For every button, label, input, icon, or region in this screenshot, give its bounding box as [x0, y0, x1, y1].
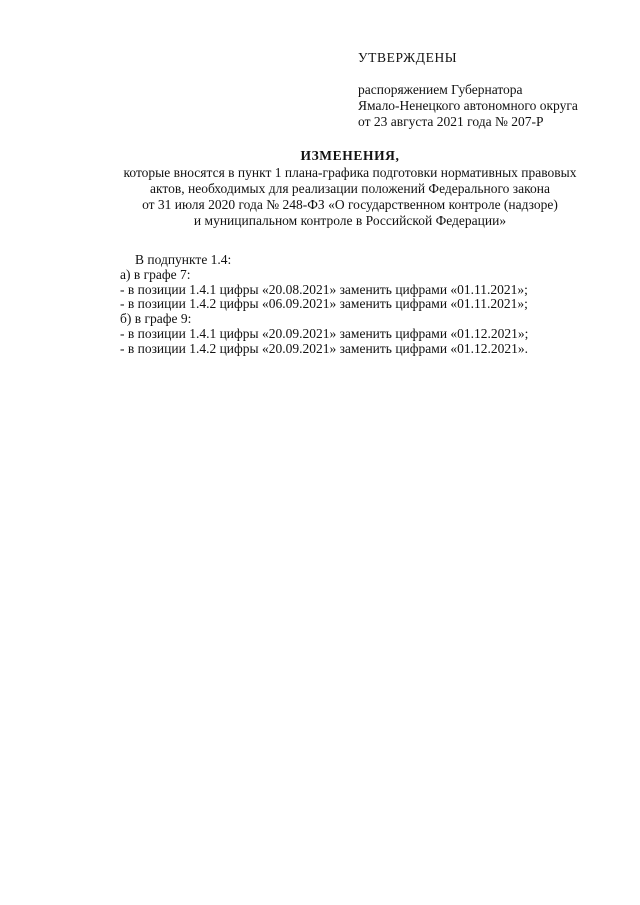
heading-line: которые вносятся в пункт 1 плана-графика подготовки нормативных правовых	[123, 165, 577, 180]
approval-line: от 23 августа 2021 года № 207-Р	[358, 114, 544, 129]
approval-stamp	[358, 50, 628, 130]
approval-title: УТВЕРЖДЕНЫ	[358, 50, 458, 65]
body-item: - в позиции 1.4.2 цифры «20.09.2021» заменить цифрами «01.12.2021».	[120, 340, 529, 356]
approval-line: распоряжением Губернатора	[358, 82, 523, 97]
body-item: б) в графе 9:	[120, 311, 192, 327]
body-item: - в позиции 1.4.1 цифры «20.08.2021» заменить цифрами «01.11.2021»;	[120, 281, 528, 297]
heading-line: от 31 июля 2020 года № 248-ФЗ «О государственном контроле (надзоре)	[142, 197, 558, 212]
heading-line: актов, необходимых для реализации положений Федерального закона	[150, 181, 550, 196]
document-heading	[60, 148, 640, 229]
body-intro: В подпункте 1.4:	[135, 252, 232, 267]
heading-line: и муниципальном контроле в Российской Федерации»	[193, 213, 507, 228]
document-body	[120, 253, 620, 357]
document-title: ИЗМЕНЕНИЯ,	[300, 148, 400, 163]
approval-line: Ямало-Ненецкого автономного округа	[358, 98, 578, 113]
body-item: а) в графе 7:	[120, 266, 191, 282]
body-item: - в позиции 1.4.1 цифры «20.09.2021» заменить цифрами «01.12.2021»;	[120, 325, 529, 341]
body-item: - в позиции 1.4.2 цифры «06.09.2021» заменить цифрами «01.11.2021»;	[120, 296, 528, 312]
